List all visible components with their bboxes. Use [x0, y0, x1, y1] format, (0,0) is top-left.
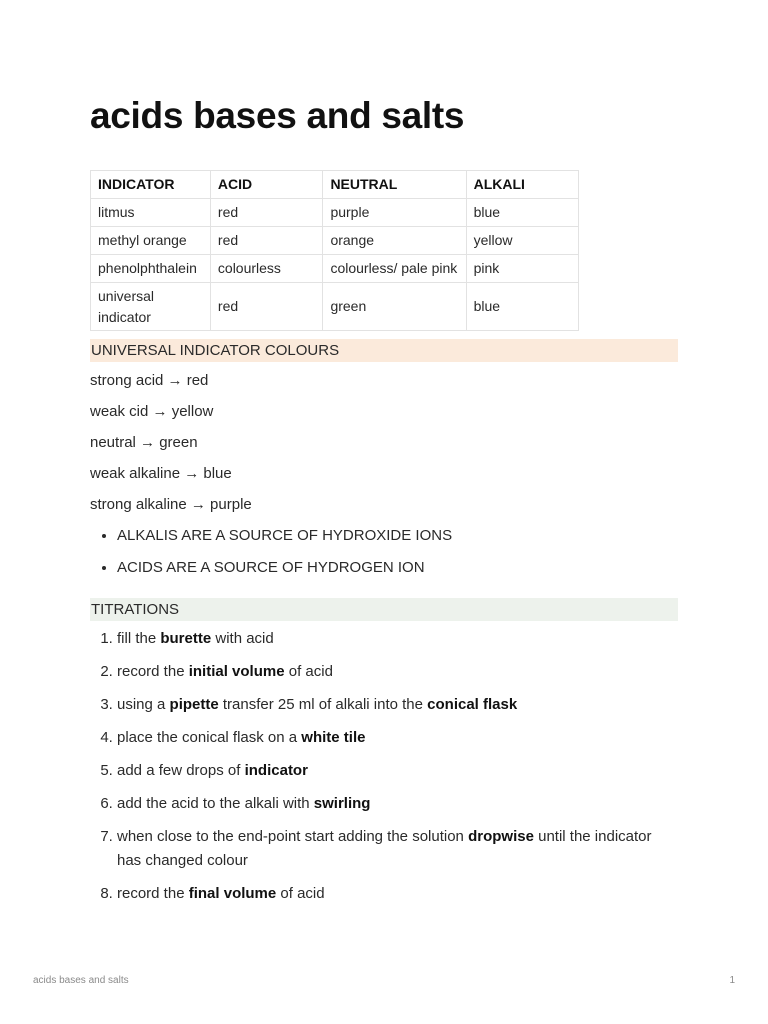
step-keyword: initial volume — [188, 663, 285, 680]
table-cell: colourless — [210, 255, 323, 283]
step-text: of acid — [284, 663, 333, 680]
bullet-list — [90, 524, 678, 588]
step-text: transfer 25 ml of alkali into the — [218, 696, 428, 713]
step-text: record the — [117, 663, 189, 680]
step-text: add the acid to the alkali with — [117, 795, 314, 812]
table-cell: red — [210, 283, 323, 331]
document-page — [90, 92, 678, 915]
titration-step — [117, 792, 678, 816]
step-keyword: conical flask — [427, 696, 518, 713]
step-text: add a few drops of — [117, 762, 245, 779]
titration-step — [117, 882, 678, 906]
titration-step — [117, 693, 678, 717]
table-cell: methyl orange — [91, 227, 211, 255]
step-text: until the indicator has changed colour — [117, 828, 652, 869]
footer-document-title: acids bases and salts — [33, 975, 129, 986]
titration-step — [117, 627, 678, 651]
list-item: • ACIDS ARE A SOURCE OF HYDROGEN ION — [117, 556, 678, 588]
colour-line: weak alkaline → blue — [90, 465, 232, 482]
column-header-alkali: ALKALI — [466, 171, 578, 199]
step-text: when close to the end-point start adding the solution — [117, 828, 469, 845]
colour-line: neutral → green — [90, 434, 198, 451]
step-text: with acid — [211, 630, 274, 647]
universal-indicator-heading: UNIVERSAL INDICATOR COLOURS — [90, 339, 678, 362]
step-text: of acid — [276, 885, 325, 902]
table-cell: phenolphthalein — [91, 255, 211, 283]
titration-step — [117, 660, 678, 684]
table-cell: litmus — [91, 199, 211, 227]
table-row — [91, 283, 579, 331]
step-keyword: white tile — [301, 729, 366, 746]
column-header-acid: ACID — [210, 171, 323, 199]
column-header-neutral: NEUTRAL — [323, 171, 466, 199]
table-cell: yellow — [466, 227, 578, 255]
step-text: fill the — [117, 630, 161, 647]
step-text: record the — [117, 885, 189, 902]
table-cell: blue — [466, 199, 578, 227]
colour-line: strong acid → red — [90, 372, 209, 389]
step-keyword: pipette — [169, 696, 219, 713]
step-keyword: indicator — [244, 762, 308, 779]
step-text: place the conical flask on a — [117, 729, 302, 746]
table-row — [91, 227, 579, 255]
table-cell: blue — [466, 283, 578, 331]
column-header-indicator: INDICATOR — [91, 171, 211, 199]
table-cell: universal indicator — [91, 283, 211, 331]
universal-indicator-list — [90, 369, 678, 524]
colour-line: weak cid → yellow — [90, 403, 214, 420]
titration-step — [117, 825, 678, 873]
step-keyword: final volume — [188, 885, 277, 902]
table-cell: pink — [466, 255, 578, 283]
table-row — [91, 199, 579, 227]
table-cell: colourless/ pale pink — [323, 255, 466, 283]
indicator-table — [90, 170, 579, 331]
page-number: 1 — [729, 975, 735, 986]
titrations-heading: TITRATIONS — [90, 598, 678, 621]
titration-step — [117, 759, 678, 783]
titration-steps — [90, 627, 678, 906]
table-row — [91, 255, 579, 283]
step-keyword: burette — [160, 630, 212, 647]
step-keyword: dropwise — [468, 828, 534, 845]
table-header-row — [91, 171, 579, 199]
table-cell: red — [210, 227, 323, 255]
page-title: acids bases and salts — [90, 95, 465, 136]
table-cell: red — [210, 199, 323, 227]
step-keyword: swirling — [313, 795, 371, 812]
table-cell: orange — [323, 227, 466, 255]
table-cell: green — [323, 283, 466, 331]
step-text: using a — [117, 696, 170, 713]
list-item: • ALKALIS ARE A SOURCE OF HYDROXIDE IONS — [117, 524, 678, 556]
table-cell: purple — [323, 199, 466, 227]
titration-step — [117, 726, 678, 750]
colour-line: strong alkaline → purple — [90, 496, 252, 513]
